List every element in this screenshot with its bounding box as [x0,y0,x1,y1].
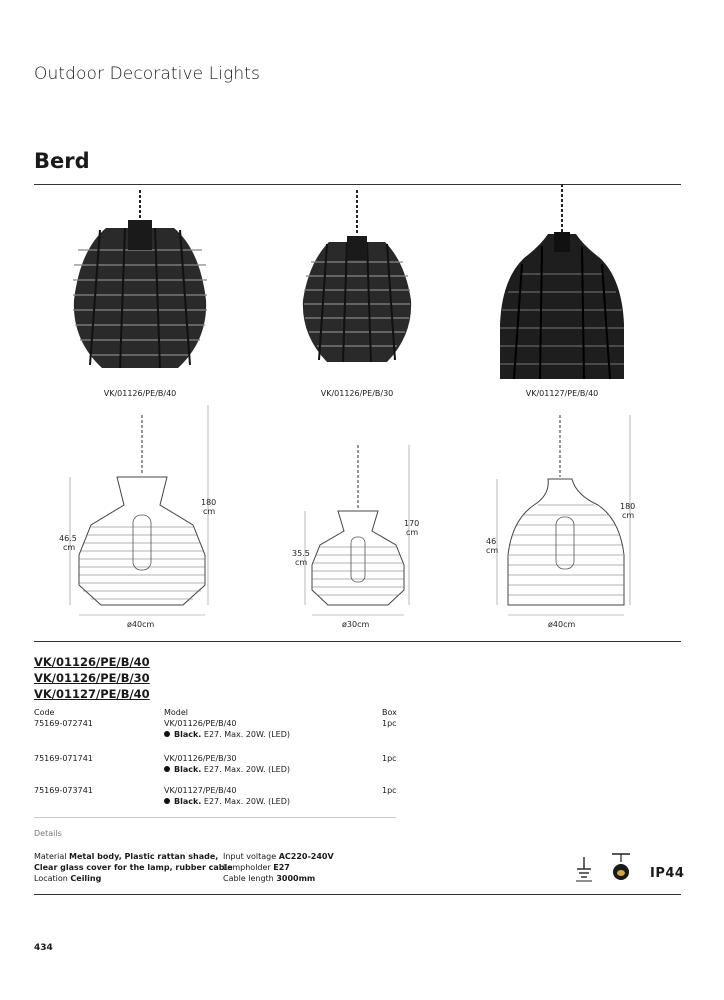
drawing-2-shade-height: 35.5 [292,549,310,558]
color-dot-icon [164,731,170,737]
drawing-2-height-unit: cm [406,528,419,537]
dimension-drawing-3 [480,405,645,633]
table-cell-box: 1pc [382,786,397,795]
earth-ground-icon [574,856,594,882]
detail-label: Cable length [223,874,274,883]
photo-caption-3: VK/01127/PE/B/40 [525,389,599,398]
detail-label: Input voltage [223,852,277,861]
pendant-lamp-icon [610,852,632,884]
detail-label: Lampholder [223,863,271,872]
model-list-item: VK/01126/PE/B/40 [34,655,150,669]
table-cell-color: Black. [174,765,202,774]
ip-rating-badge: IP44 [650,866,685,881]
table-cell-box: 1pc [382,719,397,728]
table-header-box: Box [382,708,397,717]
drawing-3-height-unit: cm [622,511,635,520]
detail-value: Ceiling [70,874,102,883]
photo-caption-1: VK/01126/PE/B/40 [103,389,177,398]
model-list-item: VK/01127/PE/B/40 [34,687,150,701]
detail-value: Clear glass cover for the lamp, rubber cable [34,863,233,872]
dimension-drawing-1 [55,405,230,633]
product-photo-2 [277,190,437,385]
color-dot-icon [164,798,170,804]
detail-lampholder [223,862,290,873]
table-cell-model: VK/01126/PE/B/30 [164,754,237,763]
detail-value: 3000mm [276,874,316,883]
table-cell-model: VK/01127/PE/B/40 [164,786,237,795]
table-header-model: Model [164,708,189,717]
drawing-2-diameter: ø30cm [342,620,370,629]
table-cell-spec-text: E27. Max. 20W. (LED) [203,765,291,774]
dimension-drawing-2 [280,405,445,633]
table-cell-model: VK/01126/PE/B/40 [164,719,237,728]
details-heading: Details [34,829,62,838]
table-cell-spec [164,764,290,775]
drawing-1-diameter: ø40cm [127,620,155,629]
detail-location [34,873,101,884]
drawing-2-height-total: 170 [404,519,420,528]
detail-value: Metal body, Plastic rattan shade, [69,852,219,861]
table-cell-spec [164,796,290,807]
detail-value: E27 [273,863,290,872]
drawing-1-shade-unit: cm [63,543,76,552]
drawing-3-diameter: ø40cm [548,620,576,629]
table-cell-code: 75169-071741 [34,754,93,763]
model-list [34,654,150,702]
table-cell-spec-text: E27. Max. 20W. (LED) [203,797,291,806]
detail-material [34,851,218,862]
product-photo-1 [60,190,220,385]
drawing-3-height-total: 180 [620,502,636,511]
table-cell-color: Black. [174,730,202,739]
detail-material-cont [34,862,233,873]
table-cell-color: Black. [174,797,202,806]
table-cell-code: 75169-072741 [34,719,93,728]
drawing-1-height-total: 180 [201,498,217,507]
table-cell-box: 1pc [382,754,397,763]
detail-label: Location [34,874,68,883]
color-dot-icon [164,766,170,772]
drawing-1-shade-height: 46.5 [59,534,77,543]
table-cell-code: 75169-073741 [34,786,93,795]
drawing-1-height-unit: cm [203,507,216,516]
table-header-code: Code [34,708,55,717]
table-cell-spec-text: E27. Max. 20W. (LED) [203,730,291,739]
detail-value: AC220-240V [278,852,334,861]
photo-caption-2: VK/01126/PE/B/30 [320,389,394,398]
drawing-3-shade-height: 46 [486,537,497,546]
product-title: Berd [34,149,90,173]
drawing-3-shade-unit: cm [486,546,499,555]
footer-divider [34,894,681,895]
detail-cable [223,873,315,884]
model-list-item: VK/01126/PE/B/30 [34,671,150,685]
drawing-2-shade-unit: cm [295,558,308,567]
table-divider [34,817,396,818]
detail-voltage [223,851,334,862]
page-number: 434 [34,943,53,953]
table-cell-spec [164,729,290,740]
product-photo-3 [482,184,642,384]
section-title: Outdoor Decorative Lights [34,64,261,84]
detail-label: Material [34,852,67,861]
drawings-divider [34,641,681,642]
